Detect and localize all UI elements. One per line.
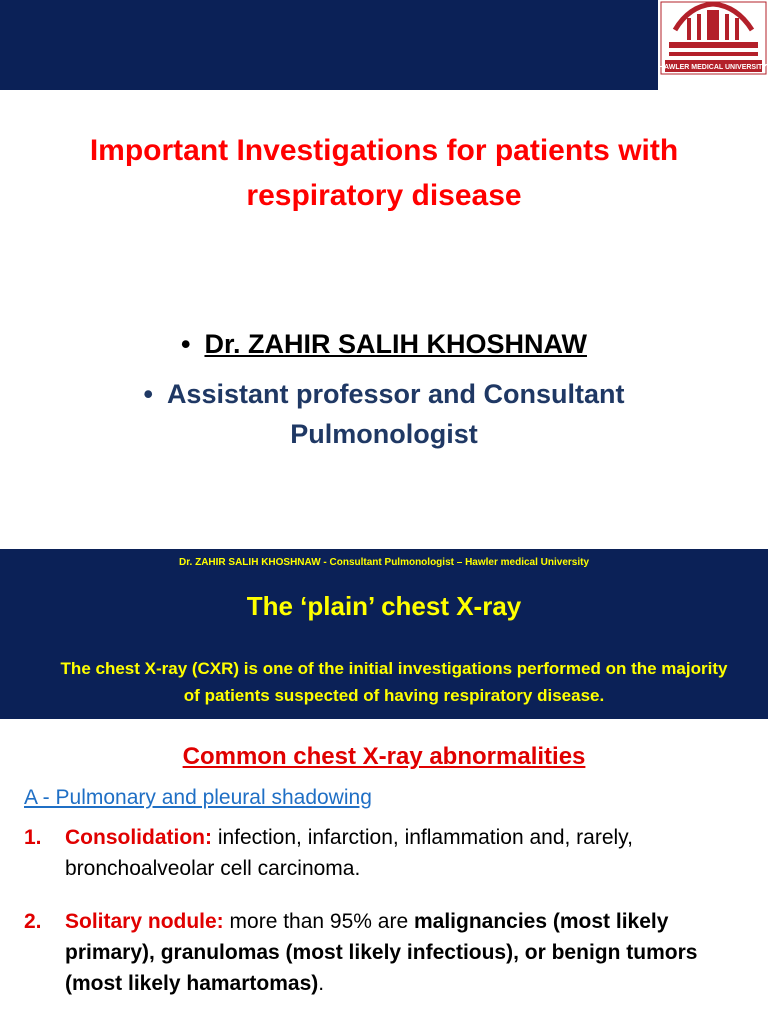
- author-name-line: [0, 326, 768, 362]
- bullet-icon: •: [143, 379, 153, 409]
- item-number: 1.: [24, 826, 42, 849]
- item-bold-text: malignancies (most likely primary), granulomas (most likely infectious), or benign tumors (most likely hamartomas): [65, 910, 698, 995]
- item-text: infection, infarction, inflammation and, rarely, bronchoalveolar cell carcinoma.: [65, 826, 633, 880]
- abnormalities-heading: Common chest X-ray abnormalities: [182, 743, 586, 770]
- author-name: Dr. ZAHIR SALIH KHOSHNAW: [204, 329, 587, 359]
- author-role-line1: Assistant professor and Consultant: [166, 379, 625, 409]
- chest-xray-slide: [0, 549, 768, 719]
- item-number: 2.: [24, 910, 42, 933]
- author-role-line2: Pulmonologist: [290, 419, 478, 449]
- item-label: Solitary nodule:: [65, 910, 224, 933]
- slide-title: The ‘plain’ chest X-ray: [246, 591, 522, 621]
- slide-footer: Dr. ZAHIR SALIH KHOSHNAW - Consultant Pulmonologist – Hawler medical University: [178, 557, 590, 568]
- header-band: [0, 0, 658, 90]
- slide-body: The chest X-ray (CXR) is one of the initial investigations performed on the majority of patients suspected of having respiratory disease.: [60, 659, 728, 705]
- list-item: [24, 822, 744, 884]
- university-logo: [659, 0, 768, 76]
- list-item: [24, 906, 744, 999]
- section-subheading: A - Pulmonary and pleural shadowing: [24, 786, 372, 809]
- item-text: more than 95% are: [223, 910, 414, 933]
- presentation-title: Important Investigations for patients with respiratory disease: [89, 134, 679, 212]
- logo-text: HAWLER MEDICAL UNIVERSITY: [659, 64, 767, 71]
- item-end: .: [318, 972, 325, 995]
- author-role: [0, 374, 768, 454]
- bullet-icon: •: [181, 329, 191, 359]
- item-label: Consolidation:: [65, 826, 212, 849]
